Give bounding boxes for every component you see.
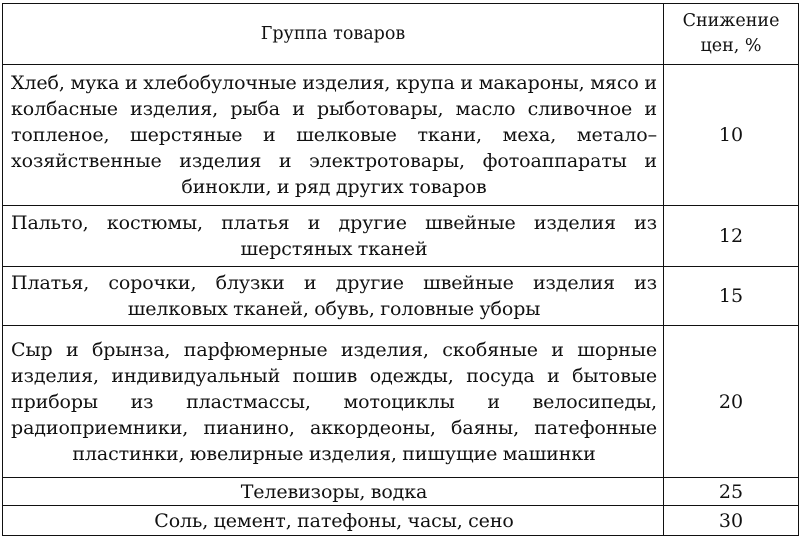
price-reduction-table xyxy=(2,3,799,536)
goods-group-cell: Пальто, костюмы, платья и другие швейные изделия из шерстяных тканей xyxy=(3,206,664,267)
table-row xyxy=(3,267,799,326)
goods-group-cell: Соль, цемент, патефоны, часы, сено xyxy=(3,506,664,536)
goods-group-cell: Хлеб, мука и хлебобулочные изделия, крупа и макароны, мясо и колбасные изделия, рыба и рыботовары, масло сливочное и топленое, шерстяные и шелковые ткани, меха, метало–хозяйственные изделия и электротовары, фотоаппараты и бинокли, и ряд других товаров xyxy=(3,65,664,206)
goods-group-cell: Телевизоры, водка xyxy=(3,478,664,506)
table-row xyxy=(3,478,799,506)
reduction-percent-cell: 25 xyxy=(664,478,799,506)
reduction-percent-cell: 15 xyxy=(664,267,799,326)
reduction-percent-cell: 10 xyxy=(664,65,799,206)
table-row xyxy=(3,65,799,206)
reduction-percent-cell: 12 xyxy=(664,206,799,267)
reduction-percent-cell: 20 xyxy=(664,326,799,478)
table-header-row xyxy=(3,4,799,65)
goods-group-cell: Платья, сорочки, блузки и другие швейные изделия из шелковых тканей, обувь, головные уборы xyxy=(3,267,664,326)
column-header-price-reduction: Снижение цен, % xyxy=(664,4,799,65)
goods-group-cell: Сыр и брынза, парфюмерные изделия, скобяные и шорные изделия, индивидуальный пошив одежды, посуда и бытовые приборы из пластмассы, мотоциклы и велосипеды, радиоприемники, пианино, аккордеоны, баяны, патефонные пластинки, ювелирные изделия, пишущие машинки xyxy=(3,326,664,478)
table-row xyxy=(3,206,799,267)
reduction-percent-cell: 30 xyxy=(664,506,799,536)
table-row xyxy=(3,506,799,536)
table-row xyxy=(3,326,799,478)
column-header-goods-group: Группа товаров xyxy=(3,4,664,65)
